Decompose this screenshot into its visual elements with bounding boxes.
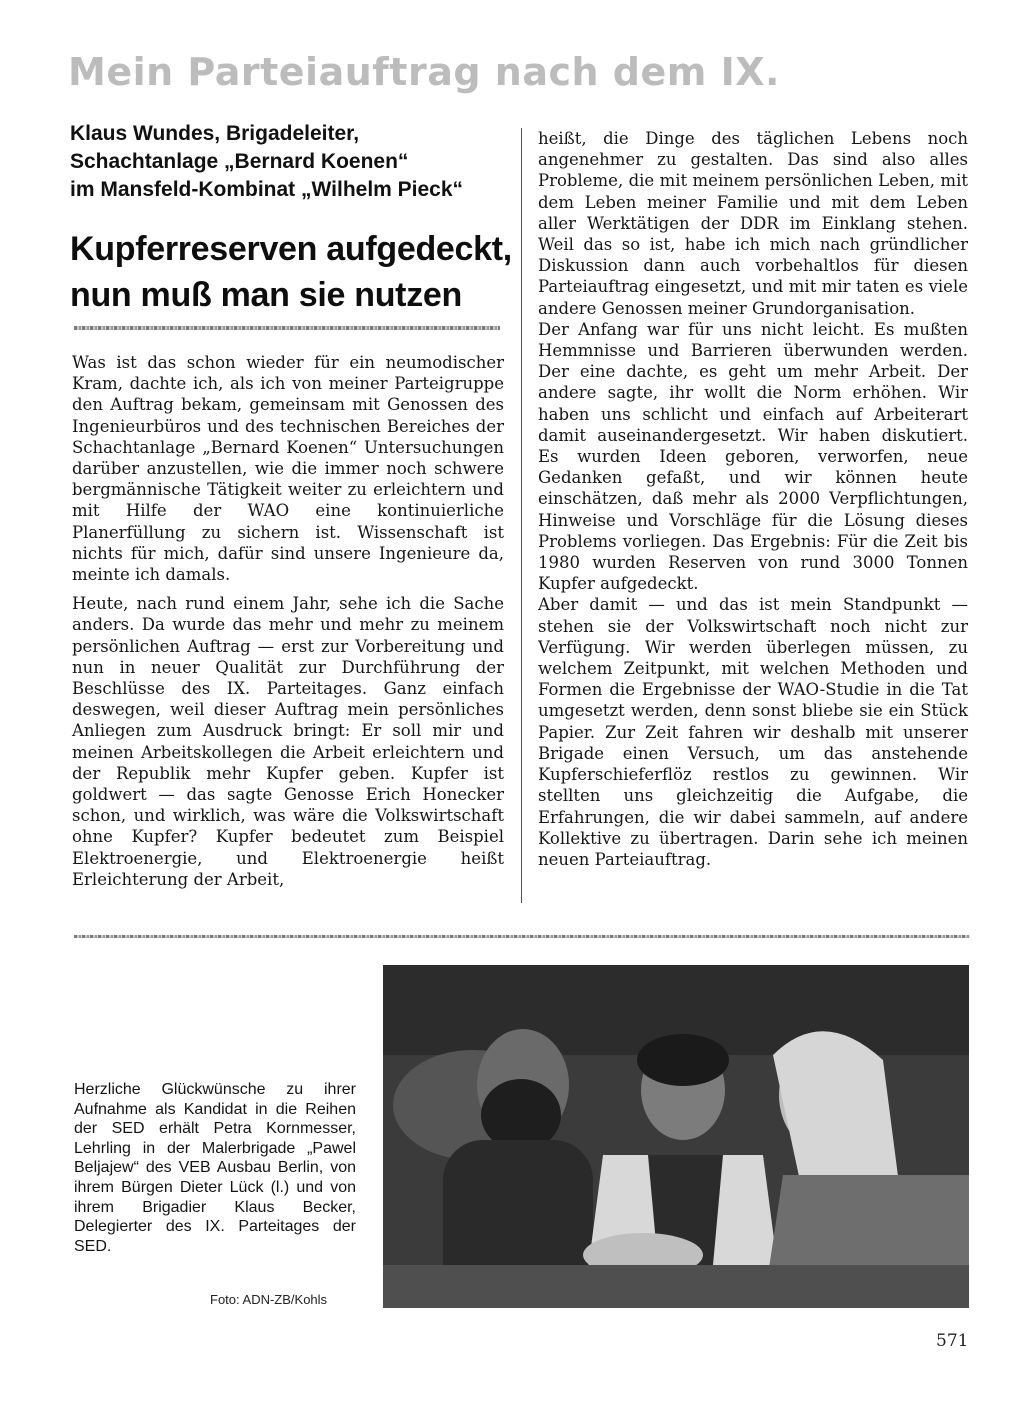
photo-caption: Herzliche Glückwünsche zu ihrer Aufnahme als Kandidat in die Reihen der SED erhält Petra Kornmesser, Lehrling in der Malerbrigade „Pawel Beljajew“ des VEB Ausbau Berlin, von ihrem Bürgen Dieter Lück (l.) und von ihrem Brigadier Klaus Becker, Delegierter des IX. Parteitages der SED. (74, 1081, 356, 1255)
article-right-column (538, 128, 968, 870)
headline-line: nun muß man sie nutzen (70, 276, 462, 314)
paragraph: Heute, nach rund einem Jahr, sehe ich die Sache anders. Da wurde das mehr und mehr zu meinem persönlichen Auftrag — erst zur Vorbereitung und nun in neuer Qualität zur Durchführung der Beschlüsse des IX. Parteitages. Ganz einfach deswegen, weil dieser Auftrag mein persönliches Anliegen zum Ausdruck bringt: Er soll mir und meinen Arbeitskollegen die Arbeit erleichtern und der Republik mehr Kupfer geben. Kupfer ist goldwert — das sagte Genosse Erich Honecker schon, und wirklich, was wäre die Volkswirtschaft ohne Kupfer? Kupfer bedeutet zum Beispiel Elektroenergie, und Elektroenergie heißt Erleichterung der Arbeit, (72, 594, 504, 889)
photo-credit: Foto: ADN-ZB/Kohls (210, 1292, 328, 1307)
headline-divider (74, 326, 500, 330)
page-number: 571 (936, 1331, 969, 1351)
paragraph: Der Anfang war für uns nicht leicht. Es mußten Hemmnisse und Barrieren überwunden werden. Der eine dachte, es geht um mehr Arbeit. Der andere sagte, ihr wollt die Norm erhöhen. Wir haben uns schlicht und einfach auf Arbeiterart damit auseinandergesetzt. Wir haben diskutiert. Es wurden Ideen geboren, verworfen, neue Gedanken gefaßt, und wir können heute einschätzen, daß mehr als 2000 Verpflichtungen, Hinweise und Vorschläge für die Lösung dieses Problems vorliegen. Das Ergebnis: Für die Zeit bis 1980 wurden Reserven von rund 3000 Tonnen Kupfer aufgedeckt. (538, 319, 968, 594)
author-line: im Mansfeld-Kombinat „Wilhelm Pieck“ (70, 178, 464, 201)
article-headline (70, 226, 520, 318)
article-left-column (72, 352, 504, 890)
paragraph: Aber damit — und das ist mein Standpunkt — stehen sie der Volkswirtschaft noch nicht zur Verfügung. Wir werden überlegen müssen, zu welchem Zeitpunkt, mit welchen Methoden und Formen die Ergebnisse der WAO-Studie in die Tat umgesetzt werden, denn sonst bliebe sie ein Stück Papier. Zur Zeit fahren wir deshalb mit unserer Brigade einen Versuch, um das anstehende Kupferschieferflöz restlos zu gewinnen. Wir stellten uns gleichzeitig die Aufgabe, die Erfahrungen, die wir dabei sammeln, auf andere Kollektive zu übertragen. Darin sehe ich meinen neuen Parteiauftrag. (538, 595, 968, 869)
paragraph: Was ist das schon wieder für ein neumodischer Kram, dachte ich, als ich von meiner Parteigruppe den Auftrag bekam, gemeinsam mit Genossen des Ingenieurbüros und des technischen Bereiches der Schachtanlage „Bernard Koenen“ Untersuchungen darüber anzustellen, wie die immer noch schwere bergmännische Tätigkeit weiter zu erleichtern und mit Hilfe der WAO eine kontinuierliche Planerfüllung zu sichern ist. Wissenschaft ist nichts für mich, dafür sind unsere Ingenieure da, meinte ich damals. (72, 353, 504, 585)
author-byline (70, 120, 510, 204)
section-divider (74, 935, 970, 938)
news-photo (383, 965, 969, 1308)
photo-illustration (383, 965, 969, 1308)
headline-line: Kupferreserven aufgedeckt, (70, 230, 512, 268)
author-line: Schachtanlage „Bernard Koenen“ (70, 150, 409, 173)
column-divider (521, 128, 522, 903)
paragraph: heißt, die Dinge des täglichen Lebens noch angenehmer zu gestalten. Das sind also alles Probleme, die mit meinem persönlichen Leben, mit dem Leben meiner Familie und mit dem Leben aller Werktätigen der DDR im Einklang stehen. Weil das so ist, habe ich mich nach gründlicher Diskussion dann auch vorbehaltlos für diesen Parteiauftrag eingesetzt, und mit mir taten es viele andere Genossen meiner Grundorganisation. (538, 129, 968, 318)
series-title: Mein Parteiauftrag nach dem IX. (68, 50, 780, 94)
author-line: Klaus Wundes, Brigadeleiter, (70, 122, 360, 145)
